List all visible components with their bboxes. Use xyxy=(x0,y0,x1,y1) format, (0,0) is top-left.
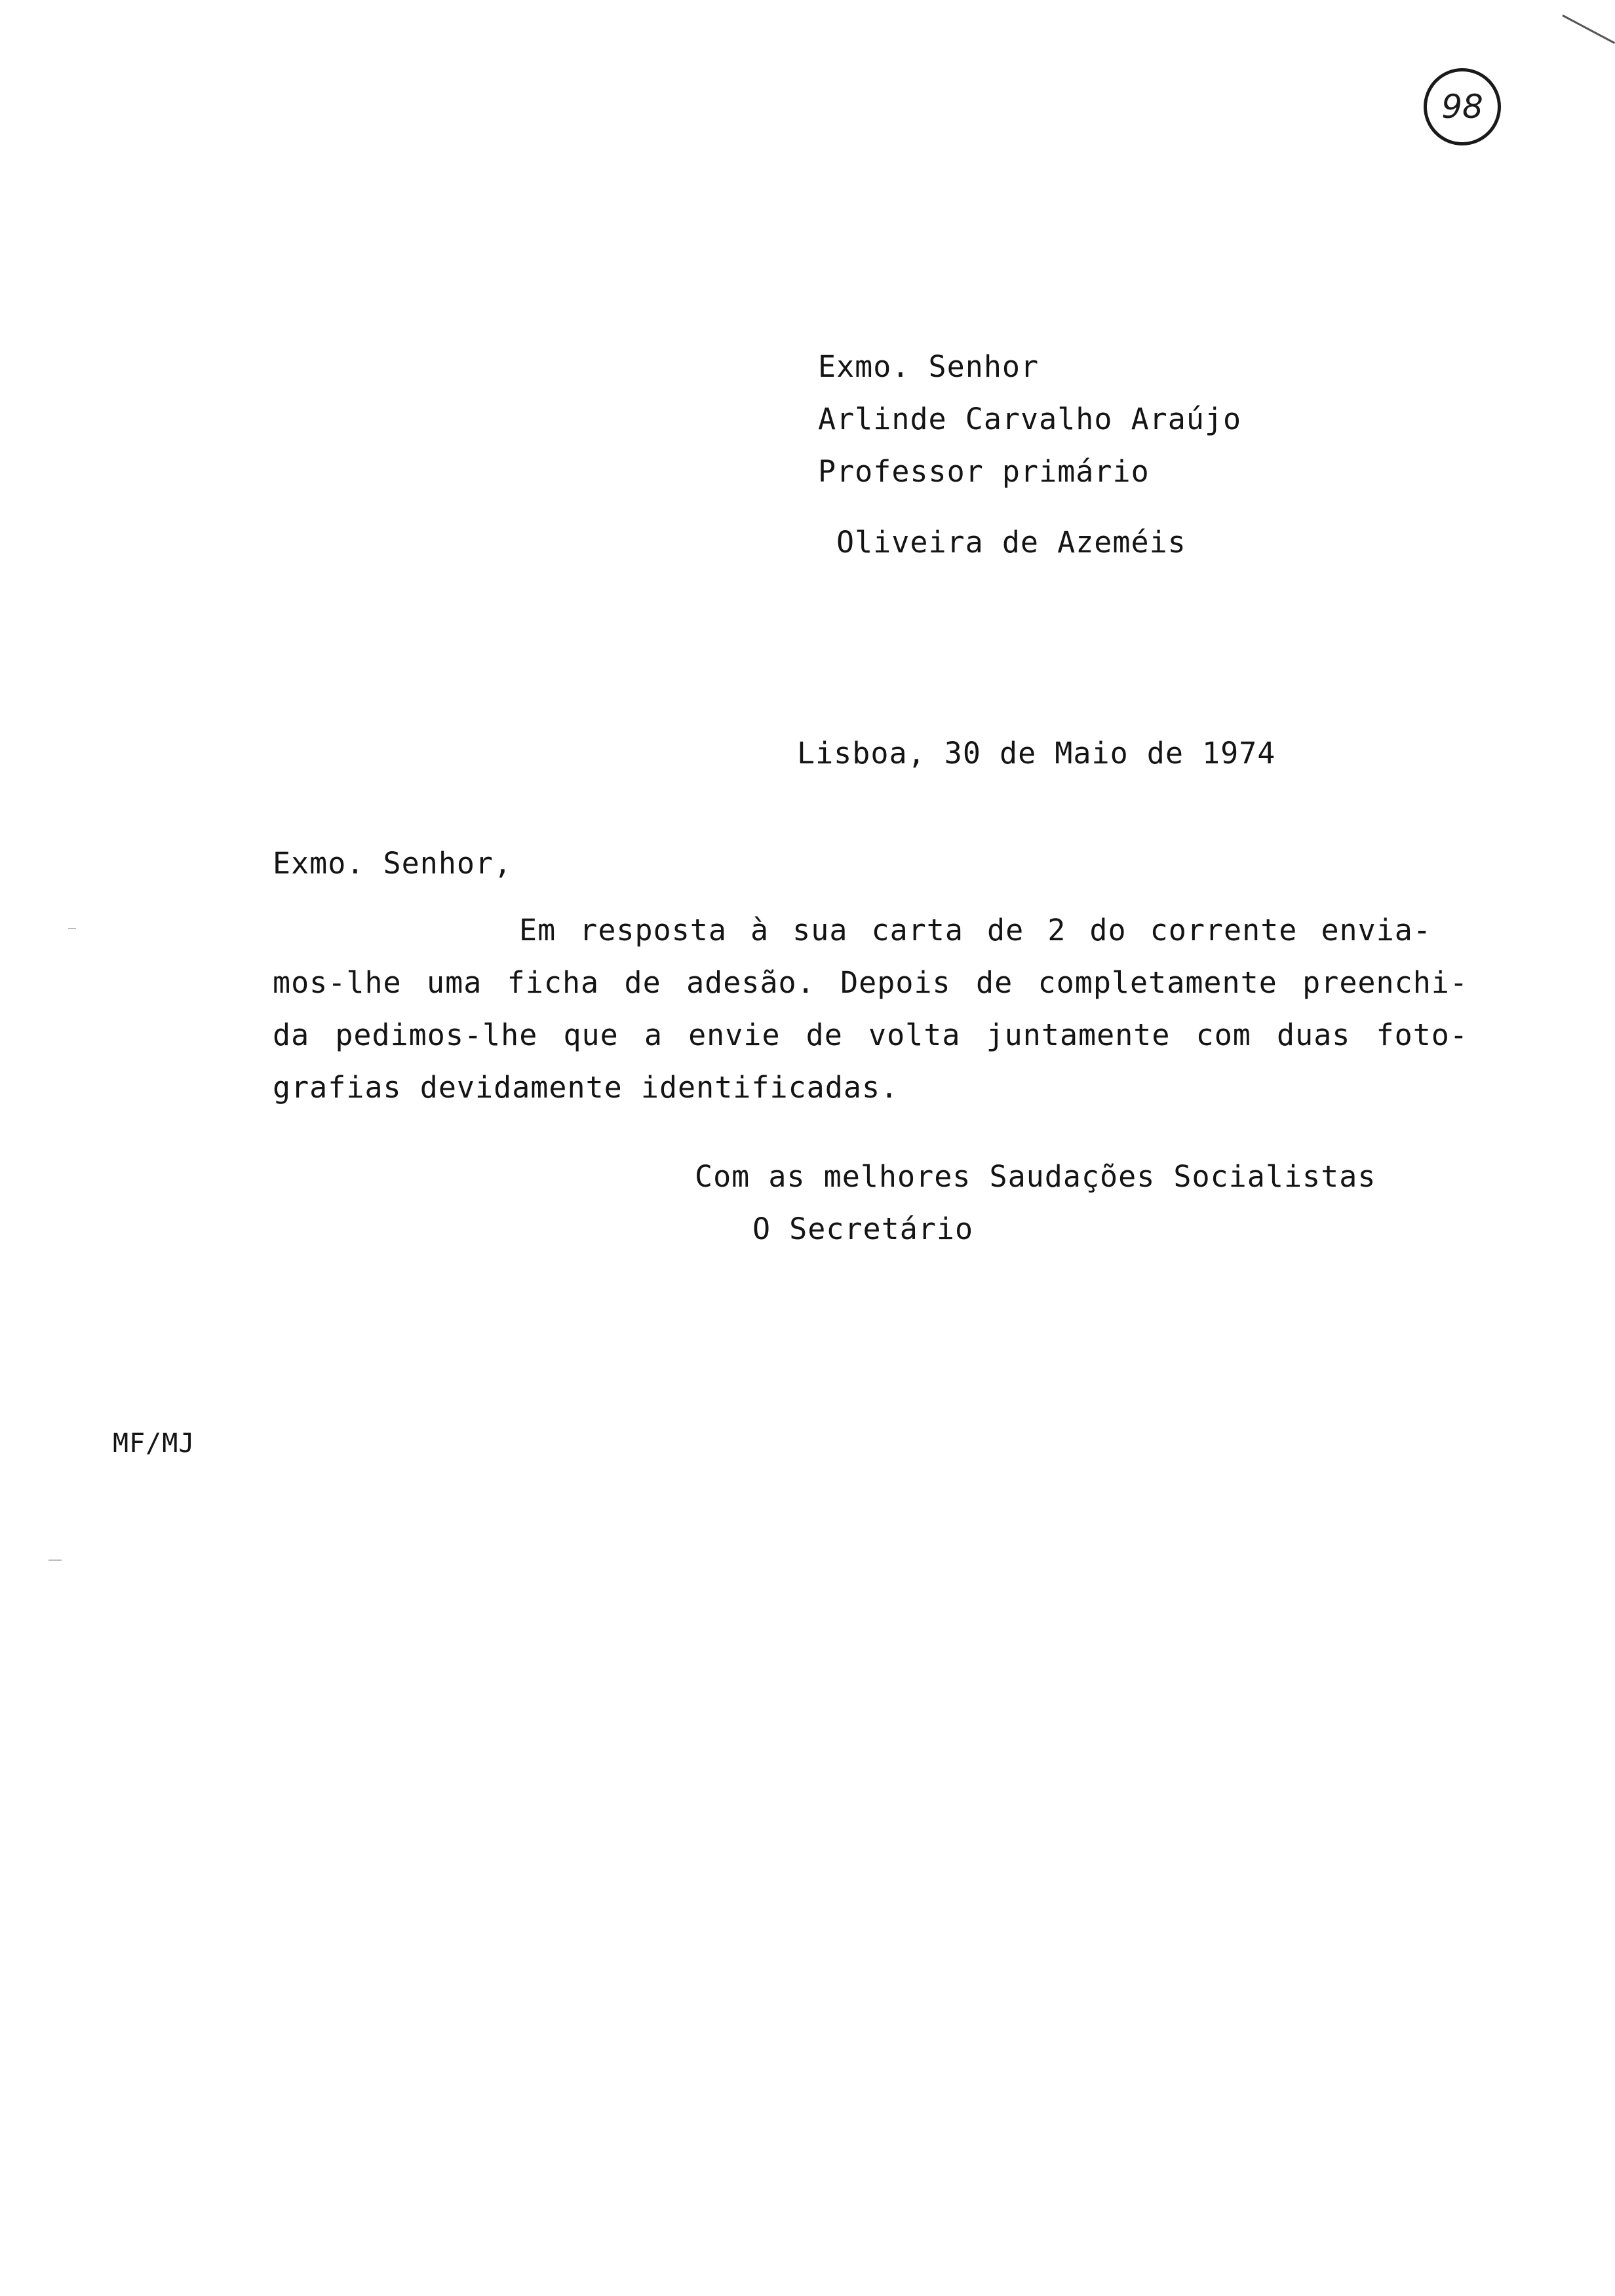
scan-speck xyxy=(68,928,76,929)
body-line-4: grafias devidamente identificadas. xyxy=(273,1070,899,1105)
recipient-role: Professor primário xyxy=(818,454,1150,489)
corner-mark xyxy=(1562,14,1615,44)
page-number-stamp xyxy=(1424,68,1501,145)
body-line-3: da pedimos-lhe que a envie de volta juntamente com duas foto- xyxy=(273,1018,1468,1052)
body-line-2: mos-lhe uma ficha de adesão. Depois de completamente preenchi- xyxy=(273,965,1468,1000)
recipient-place: Oliveira de Azeméis xyxy=(836,525,1186,560)
page-number: 98 xyxy=(1441,88,1483,126)
recipient-salutation: Exmo. Senhor xyxy=(818,349,1040,384)
body-line-1: Em resposta à sua carta de 2 do corrente envia- xyxy=(519,913,1431,947)
recipient-name: Arlinde Carvalho Araújo xyxy=(818,402,1242,436)
greeting: Exmo. Senhor, xyxy=(273,846,513,881)
reference-initials: MF/MJ xyxy=(113,1428,195,1459)
closing: Com as melhores Saudações Socialistas xyxy=(695,1159,1376,1194)
dateline: Lisboa, 30 de Maio de 1974 xyxy=(797,736,1276,771)
signatory: O Secretário xyxy=(752,1212,974,1246)
scan-speck xyxy=(49,1559,62,1561)
